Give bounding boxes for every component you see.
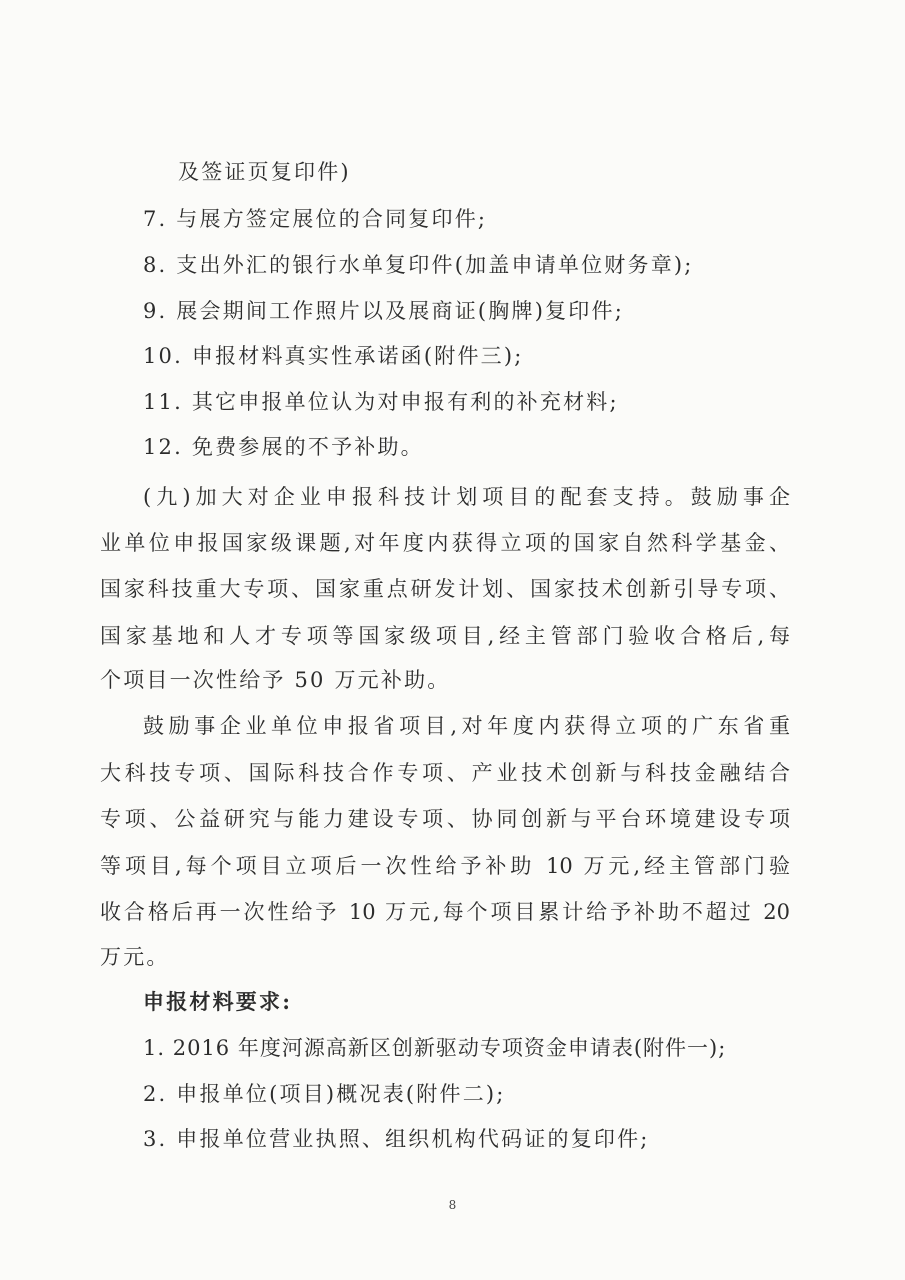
paragraph-line: (九)加大对企业申报科技计划项目的配套支持。鼓励事企 (143, 485, 790, 509)
paragraph-line: 等项目,每个项目立项后一次性给予补助 10 万元,经主管部门验 (100, 854, 790, 878)
paragraph-line: 专项、公益研究与能力建设专项、协同创新与平台环境建设专项 (100, 807, 790, 831)
paragraph-line: 业单位申报国家级课题,对年度内获得立项的国家自然科学基金、 (100, 531, 790, 555)
list-item: 12. 免费参展的不予补助。 (143, 435, 424, 459)
paragraph-line: 个项目一次性给予 50 万元补助。 (100, 668, 451, 692)
paragraph-line: 大科技专项、国际科技合作专项、产业技术创新与科技金融结合 (100, 761, 790, 785)
list-item: 8. 支出外汇的银行水单复印件(加盖申请单位财务章); (143, 253, 694, 277)
list-item: 10. 申报材料真实性承诺函(附件三); (143, 344, 524, 368)
list-item: 9. 展会期间工作照片以及展商证(胸牌)复印件; (143, 299, 624, 323)
list-item: 1. 2016 年度河源高新区创新驱动专项资金申请表(附件一); (143, 1036, 727, 1060)
list-item: 7. 与展方签定展位的合同复印件; (143, 207, 488, 231)
page-number: 8 (448, 1198, 457, 1212)
text-line: 及签证页复印件) (178, 160, 351, 184)
list-item: 2. 申报单位(项目)概况表(附件二); (143, 1082, 506, 1106)
paragraph-line: 万元。 (100, 945, 170, 969)
section-heading: 申报材料要求: (143, 989, 293, 1014)
list-item: 11. 其它申报单位认为对申报有利的补充材料; (143, 390, 619, 414)
paragraph-line: 国家基地和人才专项等国家级项目,经主管部门验收合格后,每 (100, 624, 790, 648)
paragraph-line: 收合格后再一次性给予 10 万元,每个项目累计给予补助不超过 20 (100, 900, 790, 924)
paragraph-line: 国家科技重大专项、国家重点研发计划、国家技术创新引导专项、 (100, 577, 790, 601)
paragraph-line: 鼓励事企业单位申报省项目,对年度内获得立项的广东省重 (143, 714, 790, 738)
list-item: 3. 申报单位营业执照、组织机构代码证的复印件; (143, 1127, 650, 1151)
